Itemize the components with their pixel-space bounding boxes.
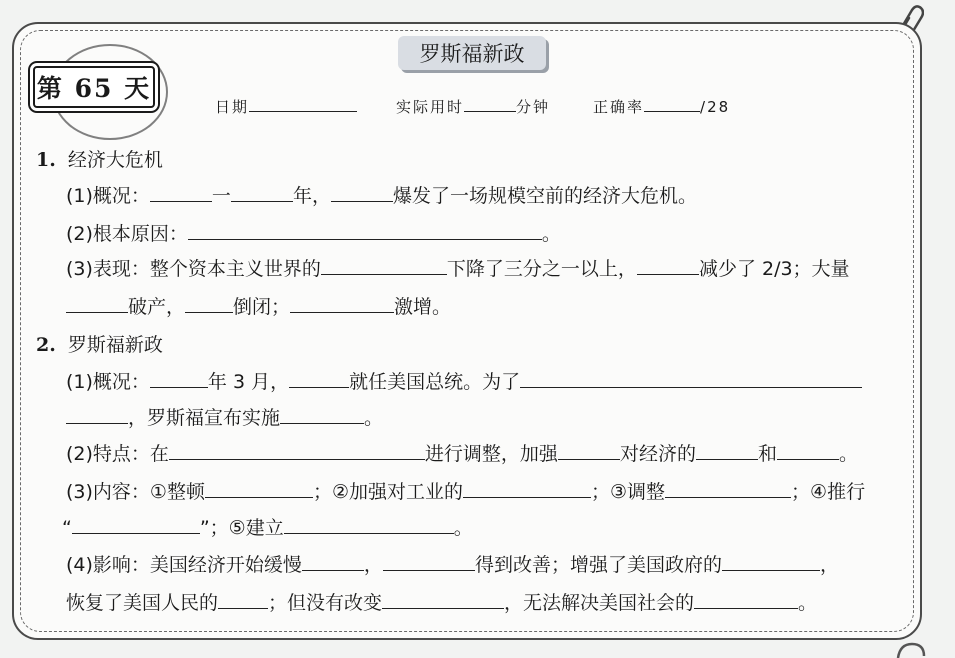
q1-l2-text: (2)根本原因：	[66, 223, 188, 245]
blank[interactable]	[321, 256, 447, 275]
q2-l5-text: 。	[453, 517, 473, 539]
blank[interactable]	[665, 479, 791, 498]
q2-line4	[66, 477, 865, 504]
blank[interactable]	[66, 405, 128, 424]
q1-l3-text: 下降了三分之一以上，	[446, 258, 637, 280]
q2-line2	[66, 403, 383, 430]
blank[interactable]	[694, 590, 798, 609]
q2-line6	[66, 550, 839, 577]
blank[interactable]	[150, 183, 212, 202]
q2-l4-text: ；②加强对工业的	[312, 481, 463, 503]
q1-l1-text: 爆发了一场规模空前的经济大危机。	[392, 185, 697, 207]
q2-l4-text: ；④推行	[791, 481, 866, 503]
time-field	[396, 96, 550, 117]
blank[interactable]	[777, 441, 839, 460]
date-label: 日期	[215, 98, 250, 116]
q2-l1-text: 就任美国总统。为了	[349, 371, 521, 393]
q1-line4	[66, 292, 451, 319]
q2-l3-text: 对经济的	[619, 443, 696, 465]
blank[interactable]	[205, 479, 313, 498]
q1-l1-text: 一	[211, 185, 231, 207]
q2-l6-text: ，	[363, 554, 383, 576]
blank[interactable]	[188, 221, 542, 240]
q1-l4-text: 破产，	[128, 296, 186, 318]
q2-l2-text: 。	[364, 407, 384, 429]
time-blank[interactable]	[464, 96, 516, 112]
q2-l7-text: ，无法解决美国社会的	[504, 592, 695, 614]
blank[interactable]	[722, 552, 820, 571]
q1-line2	[66, 219, 561, 246]
page-title: 罗斯福新政	[398, 36, 546, 70]
q2-l6-text: ，	[819, 554, 839, 576]
time-unit: 分钟	[516, 98, 551, 116]
q1-l4-text: 激增。	[394, 296, 452, 318]
q1-number: 1.	[36, 149, 56, 171]
blank[interactable]	[289, 369, 349, 388]
q2-l1-text: (1)概况：	[66, 371, 150, 393]
blank[interactable]	[231, 183, 293, 202]
q1-l3-text: 减少了 2/3；大量	[698, 258, 850, 280]
q2-line1	[66, 367, 862, 394]
q2-l4-text: ；③调整	[591, 481, 666, 503]
blank[interactable]	[72, 515, 200, 534]
blank[interactable]	[520, 369, 862, 388]
q2-line3	[66, 439, 858, 466]
accuracy-total: /28	[700, 98, 731, 116]
accuracy-field	[593, 96, 730, 117]
q2-l5-text: “	[62, 517, 72, 539]
blank[interactable]	[558, 441, 620, 460]
q1-l2-text: 。	[541, 223, 561, 245]
blank[interactable]	[637, 256, 699, 275]
q2-l2-text: ，罗斯福宣布实施	[128, 407, 281, 429]
blank[interactable]	[150, 369, 208, 388]
q2-l4-text: (3)内容：①整顿	[66, 481, 205, 503]
blank[interactable]	[284, 515, 454, 534]
q2-l7-text: 恢复了美国人民的	[66, 592, 219, 614]
blank[interactable]	[696, 441, 758, 460]
q2-line5	[62, 513, 473, 540]
blank[interactable]	[290, 294, 394, 313]
blank[interactable]	[382, 590, 504, 609]
q1-l3-text: (3)表现：整个资本主义世界的	[66, 258, 321, 280]
q2-l7-text: 。	[798, 592, 818, 614]
q1-title: 经济大危机	[67, 149, 163, 171]
q2-number: 2.	[36, 334, 56, 356]
q2-l1-text: 年 3 月，	[207, 371, 290, 393]
q2-l3-text: 进行调整，加强	[424, 443, 558, 465]
q1-line1	[66, 181, 697, 208]
q1-l4-text: 倒闭；	[233, 296, 291, 318]
accuracy-blank[interactable]	[644, 96, 700, 112]
time-label: 实际用时	[396, 98, 465, 116]
blank[interactable]	[463, 479, 591, 498]
blank[interactable]	[280, 405, 364, 424]
blank[interactable]	[218, 590, 268, 609]
blank[interactable]	[66, 294, 128, 313]
blank[interactable]	[185, 294, 233, 313]
blank[interactable]	[383, 552, 475, 571]
q2-l5-text: ”；⑤建立	[199, 517, 284, 539]
q2-l6-text: 得到改善；增强了美国政府的	[474, 554, 722, 576]
day-badge: 第 65 天	[33, 66, 155, 108]
paperclip-icon	[890, 638, 930, 658]
q1-line3	[66, 254, 850, 281]
blank[interactable]	[302, 552, 364, 571]
q2-l3-text: (2)特点：在	[66, 443, 169, 465]
q2-l7-text: ；但没有改变	[268, 592, 383, 614]
q1-l1-text: (1)概况：	[66, 185, 150, 207]
q2-l6-text: (4)影响：美国经济开始缓慢	[66, 554, 302, 576]
blank[interactable]	[331, 183, 393, 202]
q2-title: 罗斯福新政	[67, 334, 163, 356]
blank[interactable]	[169, 441, 425, 460]
date-field	[215, 96, 357, 117]
q2-line7	[66, 588, 817, 615]
q2-heading	[36, 330, 163, 357]
accuracy-label: 正确率	[593, 98, 645, 116]
q1-heading	[36, 145, 163, 172]
q2-l3-text: 和	[757, 443, 777, 465]
date-blank[interactable]	[249, 96, 357, 112]
q2-l3-text: 。	[838, 443, 858, 465]
q1-l1-text: 年，	[292, 185, 331, 207]
